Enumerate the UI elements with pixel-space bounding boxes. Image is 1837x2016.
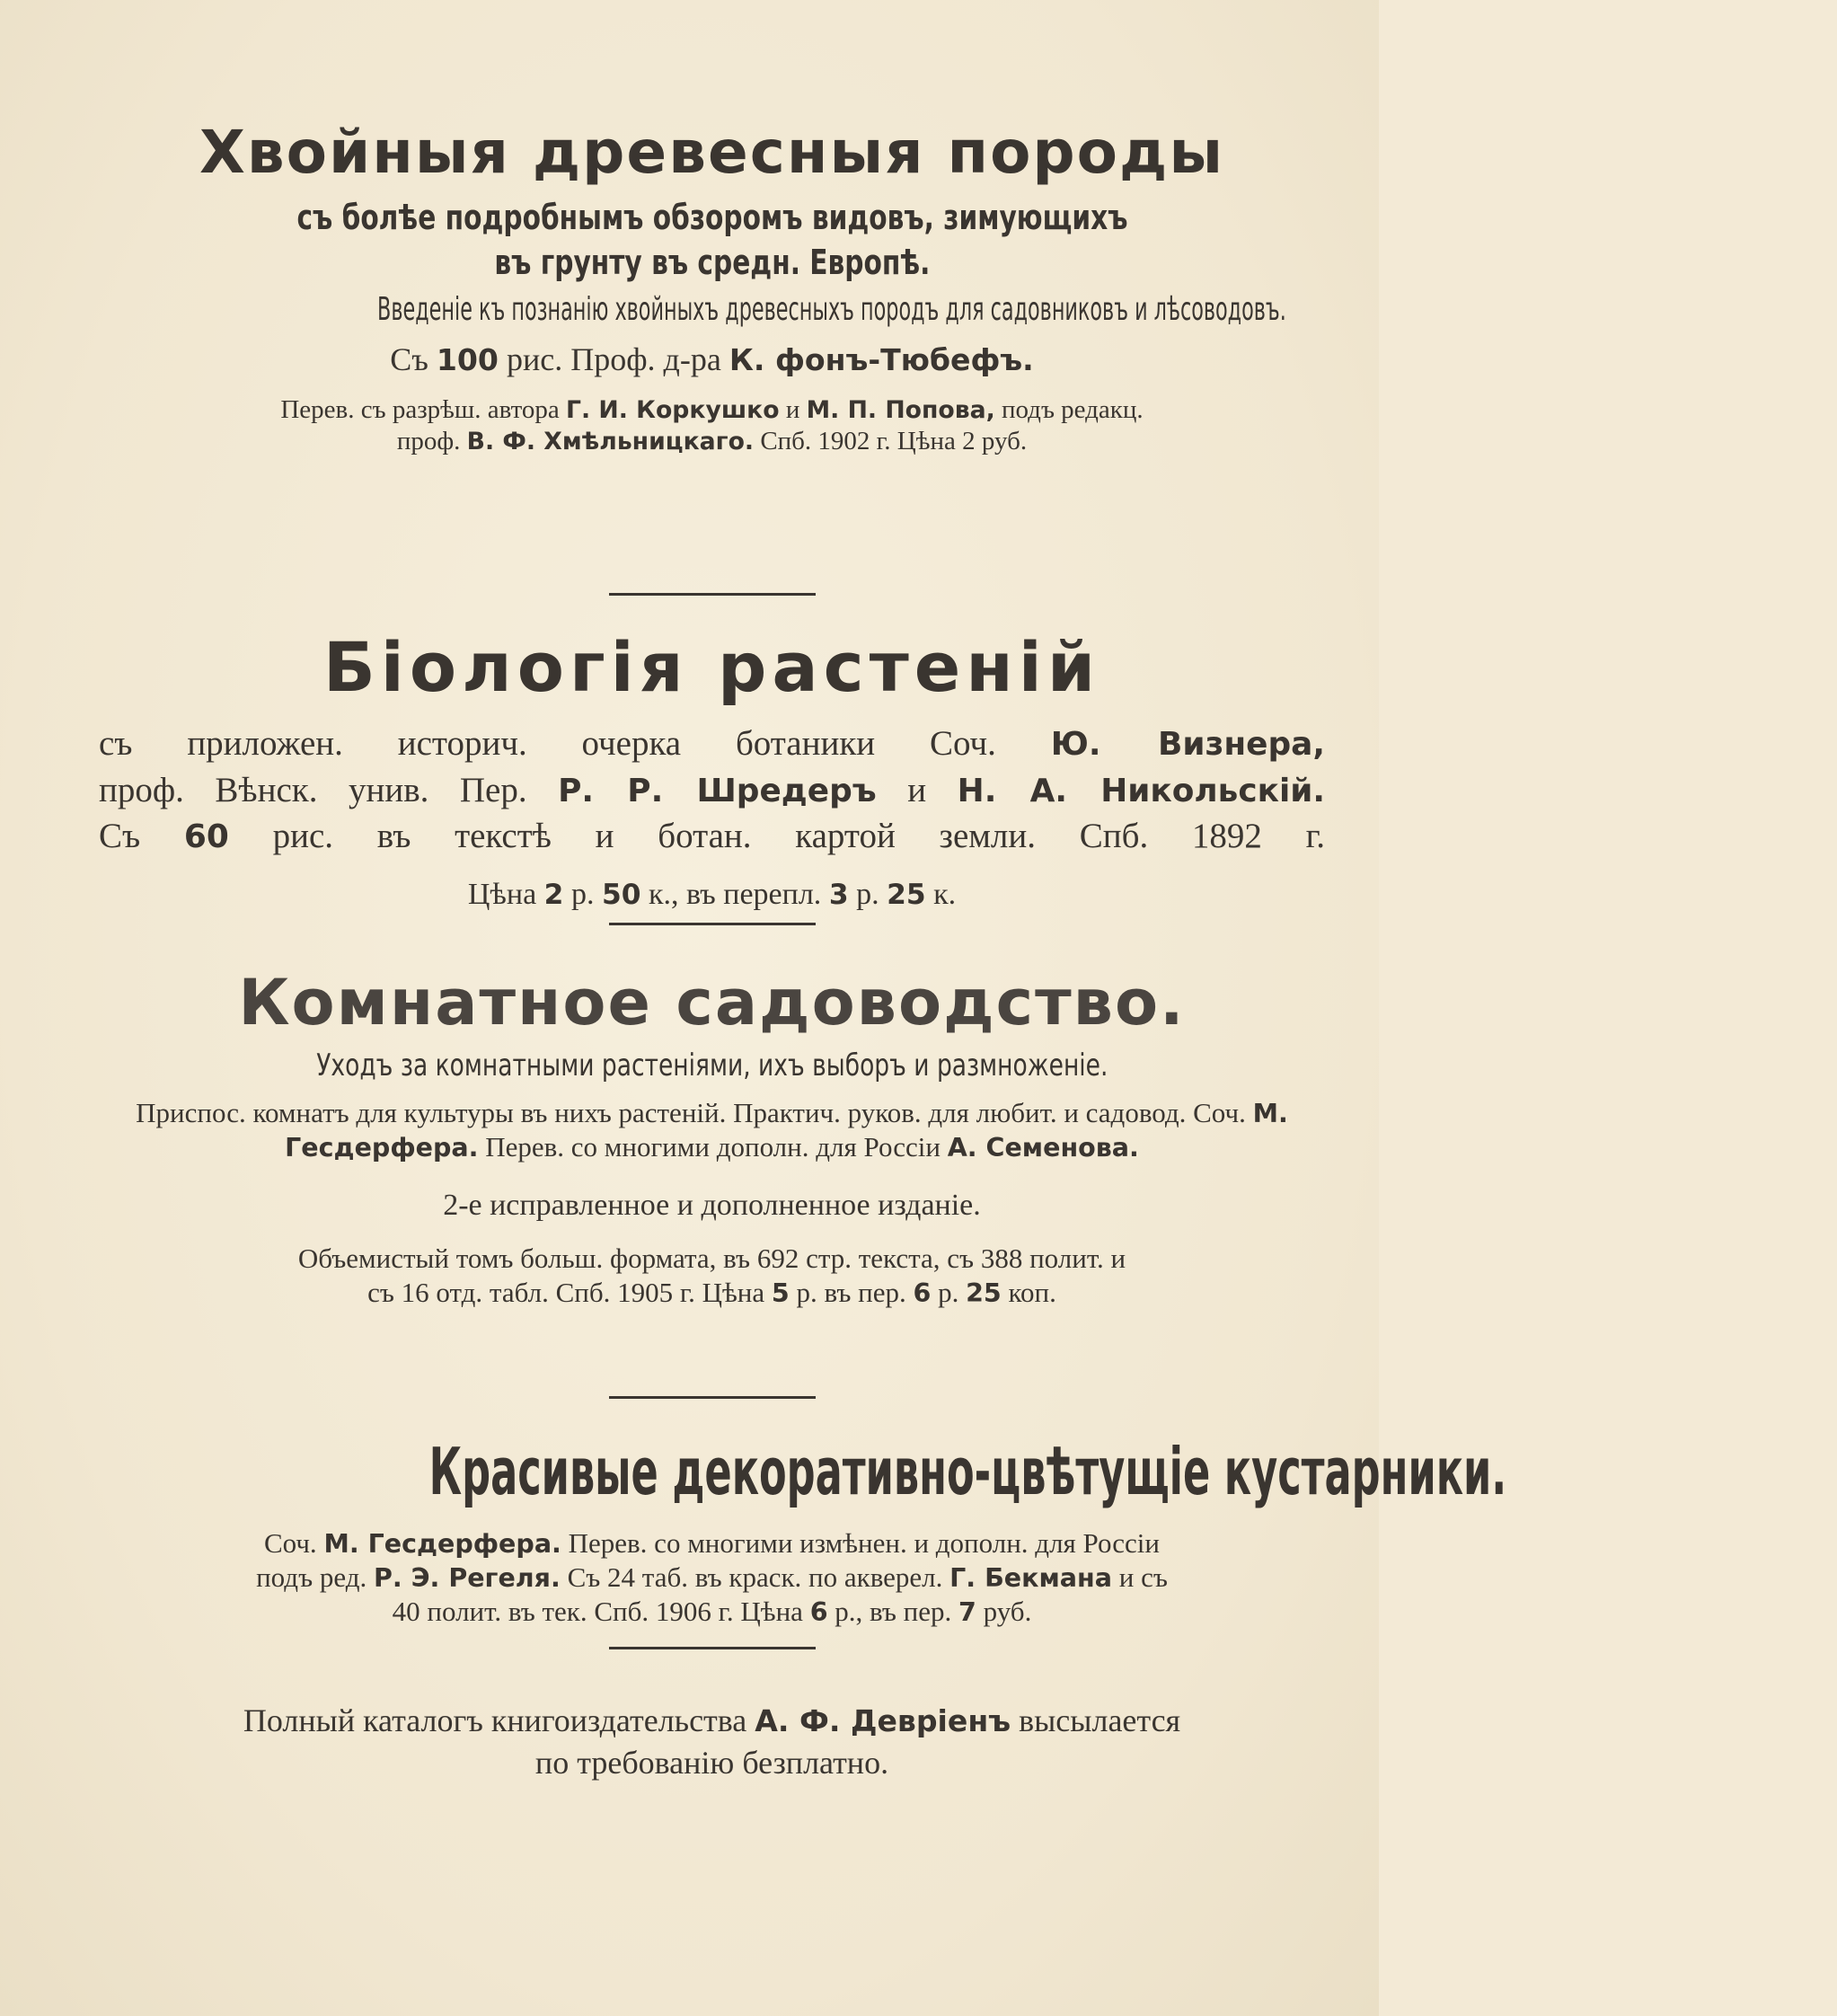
text: высылается [1019, 1702, 1181, 1738]
text: к., въ перепл. [648, 877, 822, 911]
text: руб. [983, 1596, 1032, 1628]
author-name: Ю. Визнера, [1050, 726, 1325, 764]
translator-name: Н. А. Никольскій. [957, 772, 1326, 809]
text: и [785, 394, 800, 424]
text: Полный каталогъ книгоиздательства [243, 1702, 747, 1738]
divider [609, 593, 816, 596]
book-description [99, 1526, 1325, 1628]
text: коп. [1008, 1277, 1056, 1309]
text: р., въ пер. [835, 1596, 952, 1628]
text: подъ редакц. [1002, 394, 1144, 424]
book-conifers [99, 117, 1325, 593]
book-title: Комнатное садоводство. [238, 966, 1186, 1039]
price-value: 7 [958, 1597, 976, 1628]
divider [609, 1396, 816, 1399]
text: и съ [1118, 1561, 1168, 1594]
text: р. [938, 1277, 959, 1309]
translator-name: Р. Р. Шредеръ [558, 772, 877, 809]
editor-name: Р. Э. Регеля. [373, 1563, 561, 1594]
price: Спб. 1902 г. Цѣна 2 руб. [760, 426, 1028, 455]
book-title [99, 1433, 1507, 1510]
price-value: 2 [543, 878, 564, 911]
text: рис. въ текстѣ и ботан. картой земли. Спб. 1892 г. [272, 817, 1326, 856]
text: проф. [396, 426, 461, 455]
text: Приспос. комнатъ для культуры въ нихъ растеній. Практич. руков. для любит. и садовод. Соч. [136, 1097, 1246, 1128]
price-value: 6 [913, 1278, 932, 1309]
text: Перев. съ разрѣш. автора [280, 394, 560, 424]
price-value: 3 [828, 878, 849, 911]
book-subtitle [99, 1048, 1325, 1083]
text: съ приложен. историч. очерка ботаники Соч. [99, 724, 996, 764]
book-title: Хвойныя древесныя породы [199, 118, 1224, 187]
text: съ 16 отд. табл. Спб. 1905 г. Цѣна [367, 1277, 765, 1309]
text: Съ [99, 817, 141, 856]
title-text: Красивые декоративно-цвѣтущіе кустарники. [428, 1434, 1507, 1509]
text: подъ ред. [256, 1561, 367, 1594]
price-value: 25 [887, 878, 926, 911]
text: р. въ пер. [796, 1277, 906, 1309]
text: Перев. со многими дополн. для Россіи [485, 1131, 941, 1163]
artist-name: Г. Бекмана [949, 1563, 1112, 1594]
divider [609, 923, 816, 925]
price-value: 50 [601, 878, 641, 911]
figure-count: 100 [436, 341, 499, 377]
book-translators [99, 394, 1325, 458]
intro-text: Введеніе къ познанію хвойныхъ древесныхъ породъ для садовниковъ и лѣсоводовъ. [377, 290, 1286, 328]
price-value: 25 [966, 1278, 1002, 1309]
text: по требованію безплатно. [534, 1744, 889, 1781]
text: Объемистый томъ больш. формата, въ 692 стр. текста, съ 388 полит. и [297, 1242, 1126, 1275]
text: Съ 24 таб. въ краск. по акверел. [567, 1561, 943, 1594]
author-name: М. Гесдерфера. [285, 1099, 1288, 1163]
book-title: Біологія растеній [322, 627, 1101, 707]
editor-name: В. Ф. Хмѣльницкаго. [466, 427, 755, 455]
price-value: 6 [809, 1597, 828, 1628]
text: р. [570, 877, 595, 911]
book-edition: 2-е исправленное и дополненное изданіе. [443, 1188, 981, 1222]
subtitle-line: съ болѣе подробнымъ обзоромъ видовъ, зимующихъ [296, 198, 1128, 238]
author-name: М. Гесдерфера. [323, 1529, 561, 1560]
text: Съ [390, 340, 428, 377]
author-name: К. фонъ-Тюбефъ. [729, 341, 1034, 377]
price-value: 5 [771, 1278, 790, 1309]
book-price [99, 878, 1325, 911]
text: и [907, 770, 927, 809]
book-description [99, 1096, 1325, 1165]
text: Соч. [263, 1527, 317, 1560]
divider [609, 1647, 816, 1649]
book-subtitle [99, 195, 1325, 285]
figure-count: 60 [183, 818, 229, 856]
book-volume [99, 1242, 1325, 1310]
catalog-notice [99, 1700, 1325, 1784]
book-indoor-gardening [99, 965, 1325, 1396]
book-author-line [99, 340, 1325, 378]
text: 40 полит. въ тек. Спб. 1906 г. Цѣна [392, 1596, 803, 1628]
text: р. [856, 877, 879, 911]
text: Перев. со многими измѣнен. и дополн. для Россіи [568, 1527, 1161, 1560]
subtitle-text: Уходъ за комнатными растеніями, ихъ выборъ и размноженіе. [315, 1048, 1108, 1083]
book-intro [99, 291, 1325, 328]
book-biology [99, 626, 1325, 923]
subtitle-line: въ грунту въ средн. Европѣ. [493, 243, 931, 283]
book-shrubs [99, 1433, 1507, 1647]
translator-name: А. Семенова. [947, 1133, 1139, 1163]
text: Цѣна [467, 877, 537, 911]
translator-name: Г. И. Коркушко [565, 395, 780, 424]
book-description [99, 721, 1325, 859]
text: рис. Проф. д-ра [506, 340, 721, 377]
translator-name: М. П. Попова, [806, 395, 995, 424]
text: к. [933, 877, 957, 911]
text: проф. Вѣнск. унив. Пер. [99, 770, 527, 809]
publisher-name: А. Ф. Девріенъ [755, 1703, 1011, 1738]
